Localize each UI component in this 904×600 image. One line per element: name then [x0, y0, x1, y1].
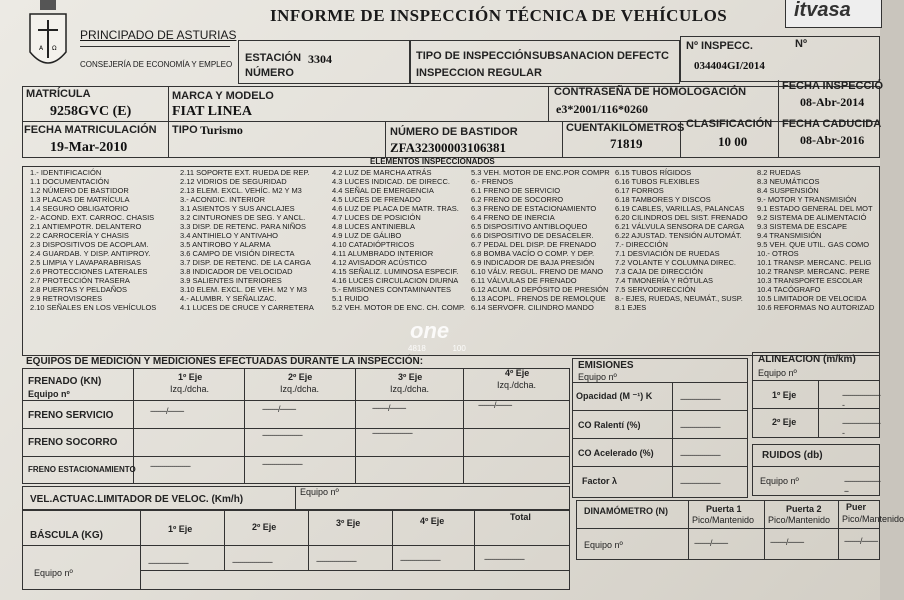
freno-socorro-label: FRENO SOCORRO	[28, 437, 118, 448]
no-label: Nº	[795, 38, 807, 50]
element-item: 7.3 CAJA DE DIRECCIÓN	[615, 267, 703, 276]
inspection-type-value1: SUBSANACION DEFECTC	[532, 50, 669, 62]
co-acelerado-value: --------------------	[680, 450, 720, 460]
puerta-1-value: --------/--------	[694, 538, 728, 548]
frenado-label: FRENADO (KN)	[28, 376, 102, 387]
element-item: 3.6 CAMPO DE VISIÓN DIRECTA	[180, 249, 295, 258]
izq-dcha-4: Izq./dcha.	[497, 380, 537, 390]
marca-label: MARCA Y MODELO	[172, 90, 274, 102]
elements-column	[757, 168, 874, 312]
element-item: 7.- DIRECCIÓN	[615, 240, 668, 249]
eje-3-header: 3º Eje	[398, 372, 423, 382]
clasif-label: CLASIFICACIÓN	[686, 118, 773, 130]
watermark-numbers: 4818 100	[408, 344, 466, 353]
element-item: 6.9 INDICADOR DE BAJA PRESIÓN	[471, 258, 595, 267]
element-item: 6.21 VÁLVULA SENSORA DE CARGA	[615, 222, 745, 231]
fecha-cad-label: FECHA CADUCIDA	[782, 118, 882, 130]
freno-servicio-eje3: --------/--------	[372, 403, 406, 413]
matricula-value: 9258GVC (E)	[50, 104, 132, 119]
bascula-eje3-value: --------------------	[316, 556, 356, 566]
element-item: 2.3 DISPOSITIVOS DE ACOPLAM.	[30, 240, 149, 249]
numero-label: NÚMERO	[245, 67, 294, 79]
insp-number-value: 034404GI/2014	[694, 60, 765, 72]
element-item: 9.- MOTOR Y TRANSMISIÓN	[757, 195, 857, 204]
bascula-eje-1: 1º Eje	[168, 524, 193, 534]
homolog-label: CONTRASEÑA DE HOMOLOGACIÓN	[554, 86, 747, 98]
co-acelerado-label: CO Acelerado (%)	[578, 448, 654, 458]
ruidos-value: --------------------	[844, 476, 880, 496]
element-item: 4.3 LUCES INDICAD. DE DIRECC.	[332, 177, 450, 186]
element-item: 10.1 TRANSP. MERCANC. PELIG	[757, 258, 872, 267]
insp-number-label: Nº INSPECC.	[686, 40, 753, 52]
element-item: 6.18 TAMBORES Y DISCOS	[615, 195, 711, 204]
element-item: 6.11 VÁLVULAS DE FRENADO	[471, 276, 577, 285]
element-item: 9.1 ESTADO GENERAL DEL MOT	[757, 204, 873, 213]
element-item: 6.6 DISPOSITIVO DE DESACELER.	[471, 231, 594, 240]
element-item: 10.2 TRANSP. MERCANC. PERE	[757, 267, 870, 276]
puerta-3-value: --------/--------	[844, 536, 878, 546]
izq-dcha-3: Izq./dcha.	[390, 384, 430, 394]
puerta-2-pico: Pico/Mantenido	[768, 515, 831, 525]
factor-value: --------------------	[680, 478, 720, 488]
emisiones-title: EMISIONES	[578, 360, 634, 371]
co-ralenti-label: CO Ralentí (%)	[578, 420, 641, 430]
element-item: 5.2 VEH. MOTOR DE ENC. CH. COMP.	[332, 303, 466, 312]
element-item: 10.5 LIMITADOR DE VELOCIDA	[757, 294, 867, 303]
element-item: 3.10 ELEM. EXCL. DE VEH. M2 Y M3	[180, 285, 307, 294]
bascula-eje-4: 4º Eje	[420, 516, 445, 526]
fecha-cad-value: 08-Abr-2016	[800, 133, 865, 147]
ruidos-equipo-label: Equipo nº	[760, 476, 799, 486]
element-item: 6.- FRENOS	[471, 177, 514, 186]
elements-column	[332, 168, 465, 312]
element-item: 9.4 TRANSMISIÓN	[757, 231, 822, 240]
co-ralenti-value: --------------------	[680, 422, 720, 432]
element-item: 1.4 SEGURO OBLIGATORIO	[30, 204, 129, 213]
element-item: 4.4 SEÑAL DE EMERGENCIA	[332, 186, 434, 195]
element-item: 4.5 LUCES DE FRENADO	[332, 195, 421, 204]
tipo-label: TIPO	[172, 124, 198, 136]
svg-text:Ω: Ω	[52, 45, 57, 52]
tipo-value: Turismo	[200, 123, 243, 137]
element-item: 6.15 TUBOS RÍGIDOS	[615, 168, 692, 177]
element-item: 4.12 AVISADOR ACÚSTICO	[332, 258, 427, 267]
element-item: 3.5 ANTIROBO Y ALARMA	[180, 240, 271, 249]
element-item: 4.- ALUMBR. Y SEÑALIZAC.	[180, 294, 277, 303]
alineacion-eje2-value: --------------------	[842, 418, 880, 438]
org-name: PRINCIPADO DE ASTURIAS	[80, 28, 237, 42]
freno-estac-eje1: --------------------	[150, 461, 190, 471]
dinamometro-title: DINAMÓMETRO (N)	[584, 506, 668, 516]
element-item: 3.- ACONDIC. INTERIOR	[180, 195, 266, 204]
element-item: 4.11 ALUMBRADO INTERIOR	[332, 249, 434, 258]
element-item: 1.1 DOCUMENTACIÓN	[30, 177, 110, 186]
puerta-1-label: Puerta 1	[706, 504, 742, 514]
opacidad-label: Opacidad (M ⁻¹) K	[576, 391, 653, 401]
element-item: 2.4 GUARDAB. Y DISP. ANTIPROY.	[30, 249, 151, 258]
element-item: 2.12 VIDRIOS DE SEGURIDAD	[180, 177, 287, 186]
bascula-eje4-value: --------------------	[400, 555, 440, 565]
element-item: 5.1 RUIDO	[332, 294, 369, 303]
km-value: 71819	[610, 136, 643, 151]
element-item: 3.2 CINTURONES DE SEG. Y ANCL.	[180, 213, 306, 222]
element-item: 8.4 SUSPENSIÓN	[757, 186, 819, 195]
element-item: 6.7 PEDAL DEL DISP. DE FRENADO	[471, 240, 597, 249]
element-item: 2.6 PROTECCIONES LATERALES	[30, 267, 148, 276]
eje-4-header: 4º Eje	[505, 368, 530, 378]
limitador-equipo-label: Equipo nº	[300, 487, 339, 497]
bascula-label: BÁSCULA (KG)	[30, 530, 103, 541]
element-item: 6.3 FRENO DE ESTACIONAMIENTO	[471, 204, 597, 213]
bastidor-value: ZFA32300003106381	[390, 140, 507, 155]
fecha-matric-label: FECHA MATRICULACIÓN	[24, 124, 157, 136]
element-item: 10.3 TRANSPORTE ESCOLAR	[757, 276, 863, 285]
element-item: 1.2 NÚMERO DE BASTIDOR	[30, 186, 129, 195]
element-item: 9.5 VEH. QUE UTIL. GAS COMO	[757, 240, 870, 249]
homolog-value: e3*2001/116*0260	[556, 102, 648, 116]
element-item: 3.1 ASIENTOS Y SUS ANCLAJES	[180, 204, 295, 213]
bastidor-label: NÚMERO DE BASTIDOR	[390, 126, 518, 138]
alineacion-equipo-label: Equipo nº	[758, 368, 797, 378]
element-item: 2.11 SOPORTE EXT. RUEDA DE REP.	[180, 168, 310, 177]
alineacion-title: ALINEACION (m/km)	[758, 354, 856, 365]
bascula-eje-2: 2º Eje	[252, 522, 277, 532]
freno-estac-eje2: --------------------	[262, 459, 302, 469]
element-item: 6.20 CILINDROS DEL SIST. FRENADO	[615, 213, 748, 222]
freno-socorro-eje2: --------------------	[262, 430, 302, 440]
element-item: 6.16 TUBOS FLEXIBLES	[615, 177, 700, 186]
elements-column	[615, 168, 748, 312]
alineacion-eje-1: 1º Eje	[772, 390, 797, 400]
element-item: 7.1 DESVIACIÓN DE RUEDAS	[615, 249, 720, 258]
org-dept: CONSEJERÍA DE ECONOMÍA Y EMPLEO	[80, 60, 233, 69]
elements-column	[471, 168, 610, 312]
izq-dcha-1: Izq./dcha.	[170, 384, 210, 394]
coat-of-arms-logo	[26, 0, 70, 80]
bascula-eje2-value: --------------------	[232, 557, 272, 567]
element-item: 4.10 CATADIÓPTRICOS	[332, 240, 415, 249]
bascula-eje1-value: --------------------	[148, 558, 188, 568]
element-item: 7.2 VOLANTE Y COLUMNA DIREC.	[615, 258, 737, 267]
element-item: 10.6 REFORMAS NO AUTORIZAD	[757, 303, 875, 312]
station-label: ESTACIÓN	[245, 52, 302, 64]
element-item: 4.15 SEÑALIZ. LUMINOSA ESPECIF.	[332, 267, 459, 276]
element-item: 7.4 TIMONERÍA Y RÓTULAS	[615, 276, 713, 285]
emisiones-equipo-label: Equipo nº	[578, 372, 617, 382]
element-item: 2.9 RETROVISORES	[30, 294, 103, 303]
bascula-total: Total	[510, 512, 531, 522]
alineacion-eje-2: 2º Eje	[772, 417, 797, 427]
bascula-equipo-label: Equipo nº	[34, 568, 73, 578]
element-item: 4.6 LUZ DE PLACA DE MATR. TRAS.	[332, 204, 459, 213]
element-item: 2.5 LIMPIA Y LAVAPARABRISAS	[30, 258, 142, 267]
svg-text:A: A	[39, 45, 44, 52]
element-item: 6.4 FRENO DE INERCIA	[471, 213, 555, 222]
puerta-1-pico: Pico/Mantenido	[692, 515, 755, 525]
station-value: 3304	[308, 52, 332, 66]
element-item: 2.2 CARROCERÍA Y CHASIS	[30, 231, 129, 240]
element-item: 8.2 RUEDAS	[757, 168, 801, 177]
brand-logo: itvasa	[785, 0, 882, 28]
element-item: 6.22 AJUSTAD. TENSIÓN AUTOMÁT.	[615, 231, 742, 240]
matricula-label: MATRÍCULA	[26, 88, 91, 100]
element-item: 9.3 SISTEMA DE ESCAPE	[757, 222, 848, 231]
izq-dcha-2: Izq./dcha.	[280, 384, 320, 394]
alineacion-eje1-value: --------------------	[842, 390, 880, 410]
element-item: 8.1 EJES	[615, 303, 647, 312]
freno-servicio-eje4: --------/--------	[478, 400, 512, 410]
element-item: 4.9 LUZ DE GÁLIBO	[332, 231, 402, 240]
element-item: 2.- ACOND. EXT. CARROC. CHASIS	[30, 213, 155, 222]
element-item: 6.8 BOMBA VACÍO O COMP. Y DEP.	[471, 249, 595, 258]
element-item: 1.- IDENTIFICACIÓN	[30, 168, 102, 177]
element-item: 4.7 LUCES DE POSICIÓN	[332, 213, 421, 222]
element-item: 4.1 LUCES DE CRUCE Y CARRETERA	[180, 303, 314, 312]
measures-title: EQUIPOS DE MEDICIÓN Y MEDICIONES EFECTUADAS DURANTE LA INSPECCIÓN:	[26, 356, 424, 367]
elements-column	[180, 168, 314, 312]
puerta-2-value: --------/--------	[770, 537, 804, 547]
freno-servicio-eje1: --------/--------	[150, 406, 184, 416]
opacidad-value: --------------------	[680, 394, 720, 404]
element-item: 9.2 SISTEMA DE ALIMENTACIÓ	[757, 213, 867, 222]
puerta-3-label: Puer	[846, 502, 867, 512]
marca-value: FIAT LINEA	[172, 104, 253, 119]
element-item: 3.7 DISP. DE RETENC. DE LA CARGA	[180, 258, 311, 267]
element-item: 5.3 VEH. MOTOR DE ENC.POR COMPR	[471, 168, 610, 177]
element-item: 6.1 FRENO DE SERVICIO	[471, 186, 561, 195]
element-item: 2.10 SEÑALES EN LOS VEHÍCULOS	[30, 303, 157, 312]
bascula-total-value: --------------------	[484, 554, 524, 564]
freno-servicio-eje2: --------/--------	[262, 404, 296, 414]
puerta-2-label: Puerta 2	[786, 504, 822, 514]
element-item: 3.3 DISP. DE RETENC. PARA NIÑOS	[180, 222, 307, 231]
element-item: 10.- OTROS	[757, 249, 799, 258]
freno-servicio-label: FRENO SERVICIO	[28, 410, 114, 421]
element-item: 7.5 SERVODIRECCIÓN	[615, 285, 696, 294]
puerta-3-pico: Pico/Mantenido	[842, 514, 904, 524]
element-item: 4.2 LUZ DE MARCHA ATRÁS	[332, 168, 432, 177]
limitador-label: VEL.ACTUAC.LIMITADOR DE VELOC. (Km/h)	[30, 494, 244, 505]
element-item: 2.7 PROTECCIÓN TRASERA	[30, 276, 130, 285]
freno-socorro-eje3: --------------------	[372, 428, 412, 438]
watermark-logo: one	[410, 318, 450, 343]
element-item: 6.14 SERVOFR. CILINDRO MANDO	[471, 303, 594, 312]
element-item: 6.17 FORROS	[615, 186, 664, 195]
fecha-insp-value: 08-Abr-2014	[800, 95, 865, 109]
elements-title: ELEMENTOS INSPECCIONADOS	[370, 157, 495, 166]
element-item: 6.5 DISPOSITIVO ANTIBLOQUEO	[471, 222, 588, 231]
element-item: 2.1 ANTIEMPOTR. DELANTERO	[30, 222, 142, 231]
element-item: 4.16 LUCES CIRCULACION DIURNA	[332, 276, 459, 285]
element-item: 8.- EJES, RUEDAS, NEUMÁT., SUSP.	[615, 294, 743, 303]
element-item: 6.12 ACUM. O DEPÓSITO DE PRESIÓN	[471, 285, 609, 294]
element-item: 3.8 INDICADOR DE VELOCIDAD	[180, 267, 293, 276]
element-item: 3.9 SALIENTES INTERIORES	[180, 276, 282, 285]
elements-column	[30, 168, 156, 312]
element-item: 2.8 PUERTAS Y PELDAÑOS	[30, 285, 127, 294]
frenado-equipo-label: Equipo nº	[28, 389, 70, 399]
freno-estacionamiento-label: FRENO ESTACIONAMIENTO	[28, 465, 136, 474]
element-item: 6.19 CABLES, VARILLAS, PALANCAS	[615, 204, 745, 213]
eje-2-header: 2º Eje	[288, 372, 313, 382]
km-label: CUENTAKILÓMETROS	[566, 122, 685, 134]
inspection-type-label: TIPO DE INSPECCIÓN	[416, 50, 532, 62]
fecha-insp-label: FECHA INSPECCIÓ	[782, 80, 884, 92]
element-item: 8.3 NEUMÁTICOS	[757, 177, 820, 186]
element-item: 6.2 FRENO DE SOCORRO	[471, 195, 564, 204]
element-item: 6.10 VÁLV. REGUL. FRENO DE MANO	[471, 267, 604, 276]
ruidos-title: RUIDOS (db)	[762, 450, 823, 461]
bascula-eje-3: 3º Eje	[336, 518, 361, 528]
element-item: 3.4 ANTIHIELO Y ANTIVAHO	[180, 231, 278, 240]
element-item: 2.13 ELEM. EXCL. VEHÍC. M2 Y M3	[180, 186, 302, 195]
element-item: 10.4 TACÓGRAFO	[757, 285, 821, 294]
element-item: 1.3 PLACAS DE MATRÍCULA	[30, 195, 130, 204]
dinamometro-equipo-label: Equipo nº	[584, 540, 623, 550]
element-item: 6.13 ACOPL. FRENOS DE REMOLQUE	[471, 294, 606, 303]
fecha-matric-value: 19-Mar-2010	[50, 140, 128, 155]
page-title: INFORME DE INSPECCIÓN TÉCNICA DE VEHÍCULOS	[270, 6, 728, 25]
clasif-value: 10 00	[718, 134, 748, 149]
inspection-type-value2: INSPECCION REGULAR	[416, 67, 542, 79]
element-item: 5.- EMISIONES CONTAMINANTES	[332, 285, 452, 294]
factor-label: Factor λ	[582, 476, 618, 486]
eje-1-header: 1º Eje	[178, 372, 203, 382]
element-item: 4.8 LUCES ANTINIEBLA	[332, 222, 415, 231]
